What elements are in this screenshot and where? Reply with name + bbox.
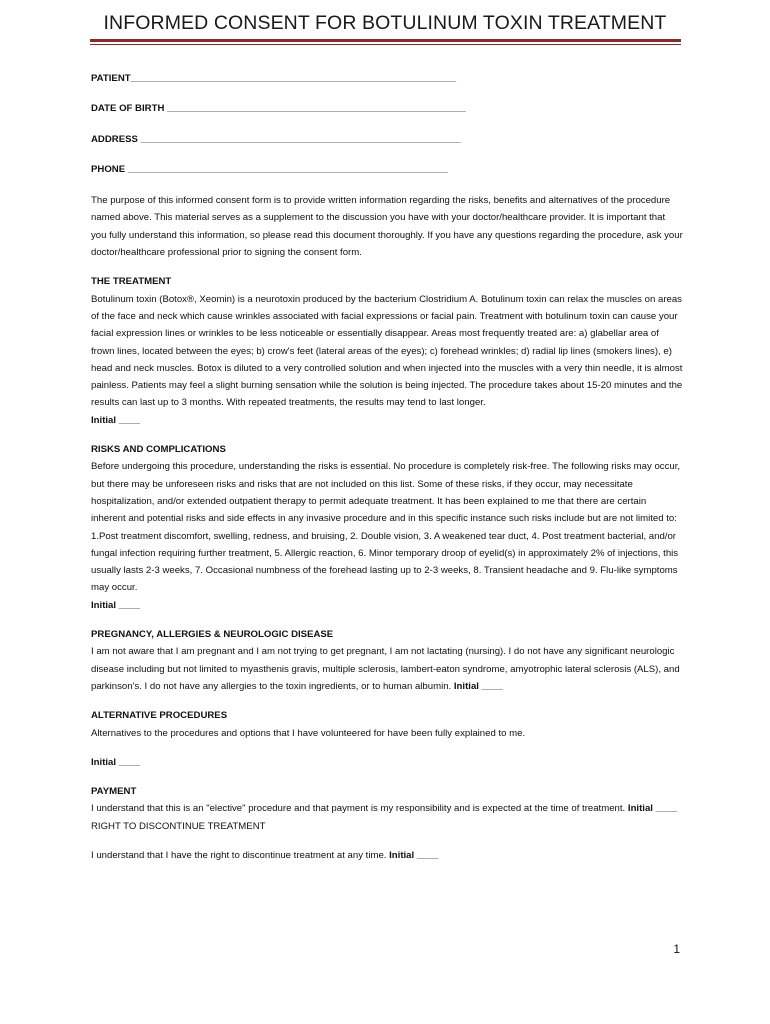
discontinue-heading: RIGHT TO DISCONTINUE TREATMENT [91, 820, 266, 832]
payment-heading: PAYMENT [91, 786, 137, 798]
alternatives-text: Alternatives to the procedures and options that I have volunteered for have been fully explained to me. [91, 727, 526, 739]
treatment-heading: THE TREATMENT [91, 276, 172, 288]
risks-section [91, 441, 683, 614]
payment-initial-field[interactable]: Initial ____ [627, 803, 677, 815]
treatment-text: Botulinum toxin (Botox®, Xeomin) is a neurotoxin produced by the bacterium Clostridium A. Botulinum toxin can relax the muscles on areas of the face and neck which cause wrinkles associated with facial expressions or facial pain. Treatment with botulinum toxin can cause your facial expression lines or wrinkles to be less noticeable or essentially disappear. Areas most frequently treated are: a) glabellar area of frown lines, located between the eyes; b) crow's feet (lateral areas of the eyes); c) forehead wrinkles; d) radial lip lines (smokers lines), e) head and neck muscles. Botox is diluted to a very controlled solution and when injected into the muscles with a very thin needle, it is almost painless. Patients may feel a slight burning sensation while the solution is being injected. The procedure takes about 15-20 minutes and the results can last up to 3 months. With repeated treatments, the results may tend to last longer. [91, 293, 683, 409]
alternatives-heading: ALTERNATIVE PROCEDURES [91, 710, 228, 722]
pregnancy-text: I am not aware that I am pregnant and I am not trying to get pregnant, I am not lactating (nursing). I do not have any significant neurologic disease including but not limited to myasthenis gravis, multiple sclerosis, lambert-eaton syndrome, amyotrophic lateral sclerosis (ALS), and parkinson's. I do not have any allergies to the toxin ingredients, or to human albumin. [91, 646, 680, 692]
page-number: 1 [673, 942, 680, 956]
treatment-initial-field[interactable]: Initial ____ [91, 414, 141, 426]
title-rule-thin [90, 44, 681, 45]
phone-field[interactable]: PHONE ____________________________________________________________ [91, 163, 448, 175]
discontinue-initial-field[interactable]: Initial ____ [389, 849, 439, 861]
discontinue-section [91, 847, 683, 864]
pregnancy-section [91, 626, 683, 695]
consent-form-body [91, 70, 683, 864]
document-title: INFORMED CONSENT FOR BOTULINUM TOXIN TREATMENT [103, 12, 667, 34]
payment-text: I understand that this is an "elective" procedure and that payment is my responsibility and is expected at the time of treatment. [91, 803, 626, 815]
alternatives-section [91, 707, 683, 771]
pregnancy-text-block [91, 643, 683, 695]
patient-field[interactable]: PATIENT_____________________________________________________________ [91, 73, 457, 84]
alternatives-initial-field[interactable]: Initial ____ [91, 756, 141, 768]
risks-text: Before undergoing this procedure, understanding the risks is essential. No procedure is completely risk-free. The following risks may occur, but there may be unforeseen risks and risks that are not included on this list. Some of these risks, if they occur, may necessitate hospitalization, and/or extended outpatient therapy to permit adequate treatment. It has been explained to me that there are certain inherent and potential risks and side effects in any invasive procedure and in this specific instance such risks include but are not limited to: 1.Post treatment discomfort, swelling, redness, and bruising, 2. Double vision, 3. A weakened tear duct, 4. Post treatment bacterial, and/or fungal infection requiring further treatment, 5. Allergic reaction, 6. Minor temporary droop of eyelid(s) in approximately 2% of injections, this usually lasts 2-3 weeks, 7. Occasional numbness of the forehead lasting up to 2-3 weeks, 8. Transient headache and 9. Flu-like symptoms may occur. [91, 461, 681, 594]
pregnancy-heading: PREGNANCY, ALLERGIES & NEUROLOGIC DISEASE [91, 629, 334, 641]
date-of-birth-field[interactable]: DATE OF BIRTH ________________________________________________________ [91, 103, 466, 115]
treatment-section [91, 273, 683, 429]
payment-section [91, 783, 683, 835]
address-field[interactable]: ADDRESS ____________________________________________________________ [91, 133, 461, 145]
pregnancy-initial-field[interactable]: Initial ____ [453, 680, 503, 692]
title-rule-thick [90, 39, 681, 42]
discontinue-text: I understand that I have the right to discontinue treatment at any time. [91, 849, 387, 861]
payment-text-block [91, 800, 683, 835]
risks-heading: RISKS AND COMPLICATIONS [91, 444, 226, 456]
intro-paragraph: The purpose of this informed consent form is to provide written information regarding the risks, benefits and alternatives of the procedure named above. This material serves as a supplement to the discussion you have with your doctor/healthcare provider. It is important that you fully understand this information, so please read this document thoroughly. If you have any questions regarding the procedure, ask your doctor/healthcare professional prior to signing the consent form. [91, 195, 683, 259]
risks-initial-field[interactable]: Initial ____ [91, 599, 141, 611]
